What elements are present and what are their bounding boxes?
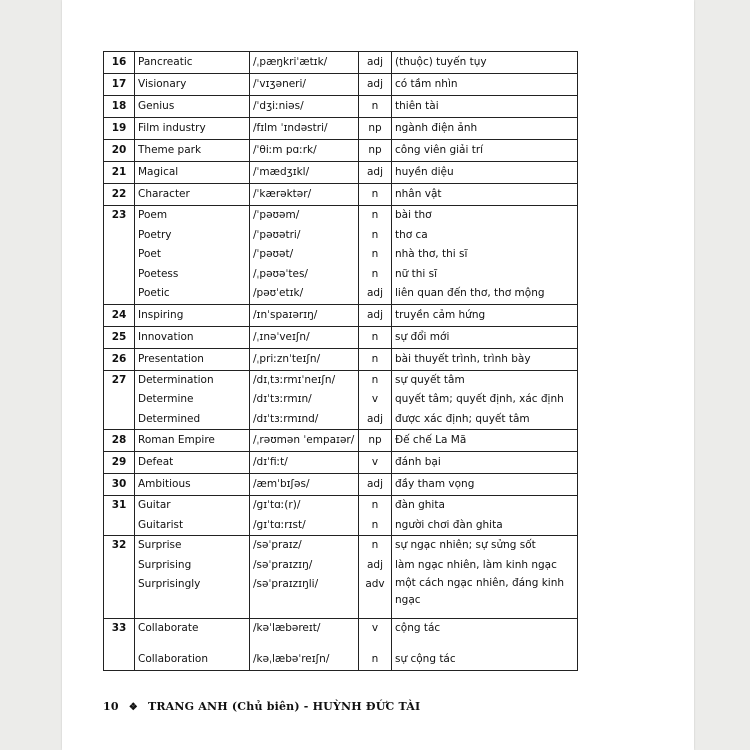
word-text: Ambitious [138, 478, 191, 490]
table-row [104, 118, 578, 140]
meaning-cell [392, 96, 578, 118]
meaning-text: huyền diệu [395, 166, 454, 178]
phonetic-text: /kəˌlæbəˈreɪʃn/ [253, 653, 330, 665]
phonetic-cell [250, 536, 359, 619]
entry-number-text: 21 [111, 166, 127, 178]
word-type-text: n [371, 267, 379, 280]
phonetic-text: /ɡɪˈtɑː(r)/ [253, 499, 301, 511]
word-cell [135, 496, 250, 536]
entry-number [104, 618, 135, 670]
page-number: 10 [103, 700, 119, 713]
entry-number [104, 140, 135, 162]
meaning-cell [392, 430, 578, 452]
meaning-cell [392, 118, 578, 140]
word-cell [135, 452, 250, 474]
meaning-text: liên quan đến thơ, thơ mộng [395, 287, 545, 299]
word-type-text: n [371, 539, 379, 551]
phonetic-cell [250, 52, 359, 74]
entry-number-text: 20 [111, 144, 127, 156]
entry-number [104, 452, 135, 474]
entry-number [104, 474, 135, 496]
word-text: Poetic [138, 287, 170, 299]
word-cell [135, 74, 250, 96]
word-text: Character [138, 188, 190, 200]
word-cell [135, 52, 250, 74]
word-text: Pancreatic [138, 56, 193, 68]
entry-number-text: 24 [111, 308, 127, 321]
entry-number-text: 16 [111, 56, 127, 68]
word-type-cell [359, 326, 392, 348]
word-cell [135, 536, 250, 619]
table-row [104, 184, 578, 206]
entry-number-text: 19 [111, 122, 127, 134]
table-row [104, 536, 578, 619]
meaning-text: thiên tài [395, 100, 439, 112]
meaning-cell [392, 618, 578, 670]
phonetic-cell [250, 370, 359, 430]
meaning-text: bài thuyết trình, trình bày [395, 352, 531, 365]
phonetic-text: /ˌpəʊəˈtes/ [253, 267, 308, 280]
meaning-text: đầy tham vọng [395, 478, 475, 490]
meaning-cell [392, 52, 578, 74]
word-type-text: adj [366, 308, 384, 321]
word-type-text: n [371, 100, 379, 112]
meaning-text: sự quyết tâm [395, 373, 465, 386]
entry-number-text: 18 [111, 100, 127, 112]
meaning-text: sự cộng tác [395, 653, 456, 665]
word-type-cell [359, 430, 392, 452]
meaning-cell [392, 348, 578, 370]
phonetic-text: /kəˈlæbəreɪt/ [253, 621, 321, 634]
phonetic-text: /dɪˈfiːt/ [253, 456, 288, 468]
table-row [104, 52, 578, 74]
phonetic-text: /dɪˌtɜːrmɪˈneɪʃn/ [253, 373, 336, 386]
word-text: Film industry [138, 122, 206, 134]
table-row [104, 430, 578, 452]
entry-number [104, 184, 135, 206]
entry-number-text: 22 [111, 188, 127, 200]
meaning-text: người chơi đàn ghita [395, 518, 503, 531]
phonetic-text: /ˈpəʊətri/ [253, 228, 301, 241]
phonetic-text: /ˌɪnəˈveɪʃn/ [253, 330, 310, 343]
word-type-text: v [371, 456, 379, 468]
phonetic-text: /ˈvɪʒəneri/ [253, 78, 306, 90]
entry-number [104, 304, 135, 326]
word-type-text: n [371, 352, 379, 365]
meaning-text: (thuộc) tuyến tụy [395, 56, 487, 68]
meaning-cell [392, 304, 578, 326]
phonetic-cell [250, 96, 359, 118]
entry-number [104, 96, 135, 118]
phonetic-cell [250, 496, 359, 536]
phonetic-cell [250, 430, 359, 452]
word-cell [135, 206, 250, 305]
word-type-text: adj [366, 412, 384, 425]
phonetic-cell [250, 162, 359, 184]
table-row [104, 96, 578, 118]
meaning-text: bài thơ [395, 209, 432, 221]
word-type-text: n [371, 518, 379, 531]
phonetic-text: /ɡɪˈtɑːrɪst/ [253, 518, 306, 531]
word-type-text: adj [366, 478, 384, 490]
word-text: Surprise [138, 539, 182, 551]
entry-number [104, 206, 135, 305]
vocabulary-table [103, 51, 578, 671]
phonetic-text: /ˌpriːznˈteɪʃn/ [253, 352, 321, 365]
entry-number [104, 536, 135, 619]
word-type-cell [359, 452, 392, 474]
meaning-cell [392, 140, 578, 162]
meaning-cell [392, 474, 578, 496]
entry-number-text: 31 [111, 499, 127, 511]
word-type-text: n [371, 653, 379, 665]
word-type-text: v [371, 621, 379, 634]
word-type-cell [359, 536, 392, 619]
phonetic-text: /səˈpraɪzɪŋ/ [253, 558, 313, 571]
meaning-cell [392, 370, 578, 430]
spacer [138, 638, 246, 650]
phonetic-text: /ˈdʒiːniəs/ [253, 100, 304, 112]
word-type-text: v [371, 393, 379, 405]
word-type-text: np [368, 434, 382, 446]
meaning-text: sự ngạc nhiên; sự sửng sốt [395, 539, 536, 551]
entry-number [104, 430, 135, 452]
meaning-cell [392, 162, 578, 184]
phonetic-text: /səˈpraɪzɪŋli/ [253, 578, 319, 590]
book-authors: TRANG ANH (Chủ biên) - HUỲNH ĐỨC TÀI [147, 700, 421, 713]
word-type-text: adj [366, 287, 384, 299]
word-type-cell [359, 52, 392, 74]
phonetic-cell [250, 304, 359, 326]
phonetic-text: /ˈmædʒɪkl/ [253, 166, 310, 178]
table-row [104, 370, 578, 430]
table-row [104, 304, 578, 326]
entry-number-text: 25 [111, 330, 127, 343]
word-type-text: np [368, 144, 382, 156]
word-text: Visionary [138, 78, 187, 90]
word-type-text: n [371, 228, 379, 241]
entry-number-text: 23 [111, 209, 127, 221]
meaning-text: đàn ghita [395, 499, 445, 511]
word-text: Theme park [138, 144, 202, 156]
meaning-cell [392, 326, 578, 348]
word-text: Determination [138, 373, 214, 386]
word-text: Genius [138, 100, 175, 112]
meaning-text: Đế chế La Mã [395, 434, 467, 446]
word-text: Collaborate [138, 621, 199, 634]
word-type-text: adj [366, 558, 384, 571]
word-cell [135, 370, 250, 430]
phonetic-text: /ˈpəʊəm/ [253, 209, 300, 221]
meaning-cell [392, 206, 578, 305]
entry-number [104, 52, 135, 74]
word-text: Collaboration [138, 653, 208, 665]
table-row [104, 348, 578, 370]
word-text: Defeat [138, 456, 174, 468]
phonetic-cell [250, 118, 359, 140]
word-text: Roman Empire [138, 434, 215, 446]
word-type-cell [359, 206, 392, 305]
entry-number-text: 30 [111, 478, 127, 490]
word-cell [135, 326, 250, 348]
entry-number [104, 162, 135, 184]
table-row [104, 140, 578, 162]
word-text: Determined [138, 412, 201, 425]
word-text: Guitarist [138, 518, 184, 531]
vocabulary-table-body [104, 52, 578, 671]
word-cell [135, 184, 250, 206]
entry-number-text: 26 [111, 352, 127, 365]
entry-number [104, 74, 135, 96]
entry-number-text: 17 [111, 78, 127, 90]
entry-number-text: 32 [111, 539, 127, 551]
word-type-cell [359, 496, 392, 536]
word-type-cell [359, 304, 392, 326]
meaning-cell [392, 452, 578, 474]
phonetic-cell [250, 74, 359, 96]
word-cell [135, 118, 250, 140]
word-text: Guitar [138, 499, 171, 511]
table-row [104, 618, 578, 670]
phonetic-text: /ɪnˈspaɪərɪŋ/ [253, 308, 318, 321]
phonetic-text: /dɪˈtɜːrmɪnd/ [253, 412, 319, 425]
word-type-cell [359, 474, 392, 496]
entry-number [104, 348, 135, 370]
entry-number [104, 326, 135, 348]
meaning-text: nhân vật [395, 188, 442, 200]
word-type-cell [359, 162, 392, 184]
meaning-text: công viên giải trí [395, 144, 484, 156]
word-cell [135, 430, 250, 452]
meaning-text: sự đổi mới [395, 330, 450, 343]
meaning-cell [392, 74, 578, 96]
table-row [104, 452, 578, 474]
phonetic-cell [250, 206, 359, 305]
phonetic-text: /ˈθiːm pɑːrk/ [253, 144, 317, 156]
entry-number-text: 33 [111, 621, 127, 634]
meaning-text: ngành điện ảnh [395, 122, 478, 134]
meaning-text: được xác định; quyết tâm [395, 412, 530, 425]
word-text: Magical [138, 166, 179, 178]
table-row [104, 496, 578, 536]
phonetic-cell [250, 452, 359, 474]
meaning-text: đánh bại [395, 456, 441, 468]
meaning-text: có tầm nhìn [395, 78, 458, 90]
meaning-cell [392, 184, 578, 206]
phonetic-text: /ˈkærəktər/ [253, 188, 312, 200]
phonetic-text: /ˌpæŋkriˈætɪk/ [253, 56, 328, 68]
word-cell [135, 140, 250, 162]
word-type-text: n [371, 330, 379, 343]
table-row [104, 162, 578, 184]
word-type-text: np [368, 122, 382, 134]
word-type-text: n [371, 188, 379, 200]
word-type-text: adj [366, 78, 384, 90]
word-text: Poet [138, 248, 161, 260]
word-cell [135, 348, 250, 370]
word-type-cell [359, 348, 392, 370]
meaning-text: quyết tâm; quyết định, xác định [395, 393, 564, 405]
word-type-text: adj [366, 56, 384, 68]
meaning-text: nhà thơ, thi sĩ [395, 248, 468, 260]
word-type-cell [359, 96, 392, 118]
word-type-cell [359, 118, 392, 140]
entry-number [104, 370, 135, 430]
word-text: Poetry [138, 228, 172, 241]
word-type-text: n [371, 209, 379, 221]
word-cell [135, 162, 250, 184]
page-footer [103, 700, 420, 713]
phonetic-text: /səˈpraɪz/ [253, 539, 302, 551]
word-text: Surprisingly [138, 578, 201, 590]
phonetic-text: /ˈpəʊət/ [253, 248, 294, 260]
meaning-cell [392, 536, 578, 619]
word-type-cell [359, 618, 392, 670]
word-text: Determine [138, 393, 194, 405]
phonetic-cell [250, 326, 359, 348]
entry-number-text: 28 [111, 434, 127, 446]
word-text: Poem [138, 209, 168, 221]
word-type-cell [359, 184, 392, 206]
spacer [395, 638, 574, 650]
table-row [104, 74, 578, 96]
word-cell [135, 304, 250, 326]
phonetic-text: /dɪˈtɜːrmɪn/ [253, 393, 312, 405]
word-text: Surprising [138, 558, 192, 571]
word-cell [135, 618, 250, 670]
word-type-cell [359, 74, 392, 96]
phonetic-cell [250, 184, 359, 206]
meaning-text: truyền cảm hứng [395, 308, 486, 321]
word-type-text: n [371, 248, 379, 260]
word-cell [135, 96, 250, 118]
word-text: Innovation [138, 330, 194, 343]
word-text: Inspiring [138, 308, 184, 321]
word-cell [135, 474, 250, 496]
ornament-icon: ❖ [128, 702, 138, 713]
entry-number [104, 496, 135, 536]
entry-number [104, 118, 135, 140]
phonetic-cell [250, 348, 359, 370]
phonetic-cell [250, 474, 359, 496]
meaning-text: nữ thi sĩ [395, 267, 438, 280]
word-type-cell [359, 370, 392, 430]
word-type-cell [359, 140, 392, 162]
word-type-text: adj [366, 166, 384, 178]
phonetic-cell [250, 140, 359, 162]
meaning-text: thơ ca [395, 228, 428, 241]
word-type-text: adv [365, 578, 385, 590]
phonetic-text: /pəʊˈetɪk/ [253, 287, 304, 299]
meaning-text: cộng tác [395, 621, 441, 634]
phonetic-text: /æmˈbɪʃəs/ [253, 478, 310, 490]
meaning-text: làm ngạc nhiên, làm kinh ngạc [395, 558, 557, 571]
table-row [104, 206, 578, 305]
table-row [104, 326, 578, 348]
entry-number-text: 27 [111, 373, 127, 386]
word-type-text: n [371, 373, 379, 386]
spacer [362, 638, 388, 650]
phonetic-cell [250, 618, 359, 670]
phonetic-text: /fɪlm ˈɪndəstri/ [253, 122, 328, 134]
table-row [104, 474, 578, 496]
entry-number-text: 29 [111, 456, 127, 468]
word-text: Poetess [138, 267, 179, 280]
word-type-text: n [371, 499, 379, 511]
phonetic-text: /ˌrəʊmən ˈempaɪər/ [253, 434, 355, 446]
word-text: Presentation [138, 352, 204, 365]
meaning-cell [392, 496, 578, 536]
spacer [253, 638, 355, 650]
meaning-text: một cách ngạc nhiên, đáng kinh ngạc [395, 577, 565, 606]
